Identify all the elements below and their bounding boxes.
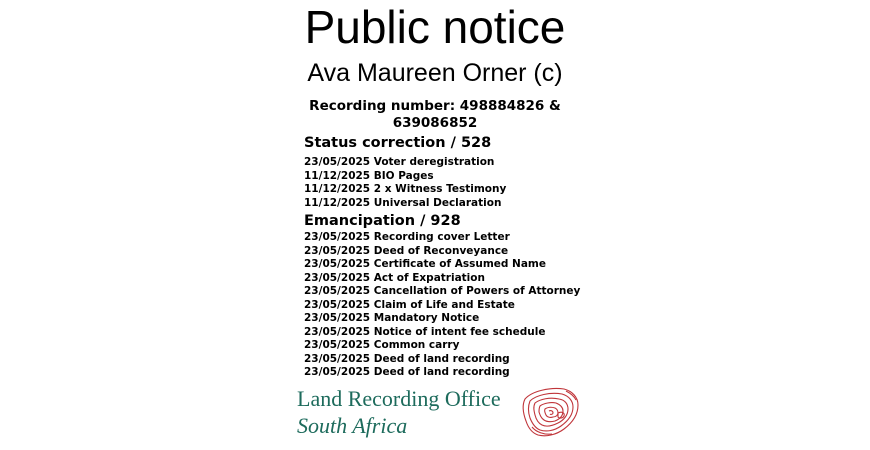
notice-title: Public notice: [304, 1, 566, 53]
emancipation-item: 23/05/2025 Act of Expatriation: [304, 271, 485, 284]
emancipation-item: 23/05/2025 Common carry: [304, 339, 460, 351]
emancipation-list: [304, 231, 580, 380]
recording-number-line-2: 639086852: [392, 115, 478, 131]
emancipation-item: 23/05/2025 Deed of Reconveyance: [304, 244, 509, 257]
notice-person-name: Ava Maureen Orner (c): [307, 59, 563, 87]
emancipation-heading: Emancipation / 928: [304, 213, 461, 229]
recording-number-line-1: Recording number: 498884826 &: [309, 98, 561, 114]
emancipation-item: 23/05/2025 Cancellation of Powers of Attorney: [304, 285, 581, 297]
emancipation-item: 23/05/2025 Notice of intent fee schedule: [304, 325, 546, 338]
emancipation-item: 23/05/2025 Certificate of Assumed Name: [304, 258, 546, 270]
status-correction-item: 23/05/2025 Voter deregistration: [304, 156, 495, 168]
emancipation-item: 23/05/2025 Deed of land recording: [304, 352, 510, 365]
emancipation-item: 23/05/2025 Deed of land recording: [304, 366, 510, 378]
status-correction-heading: Status correction / 528: [304, 135, 492, 151]
status-correction-item: 11/12/2025 2 x Witness Testimony: [304, 183, 507, 195]
status-correction-item: 11/12/2025 BIO Pages: [304, 169, 434, 182]
recording-number: [0, 98, 870, 132]
south-africa-fingerprint-map-icon: [520, 383, 582, 441]
office-country: South Africa: [297, 413, 408, 438]
emancipation-item: 23/05/2025 Recording cover Letter: [304, 231, 510, 243]
emancipation-item: 23/05/2025 Mandatory Notice: [304, 312, 480, 324]
status-correction-list: [304, 156, 506, 210]
status-correction-item: 11/12/2025 Universal Declaration: [304, 196, 502, 209]
office-name: Land Recording Office: [297, 386, 501, 411]
emancipation-item: 23/05/2025 Claim of Life and Estate: [304, 298, 515, 311]
